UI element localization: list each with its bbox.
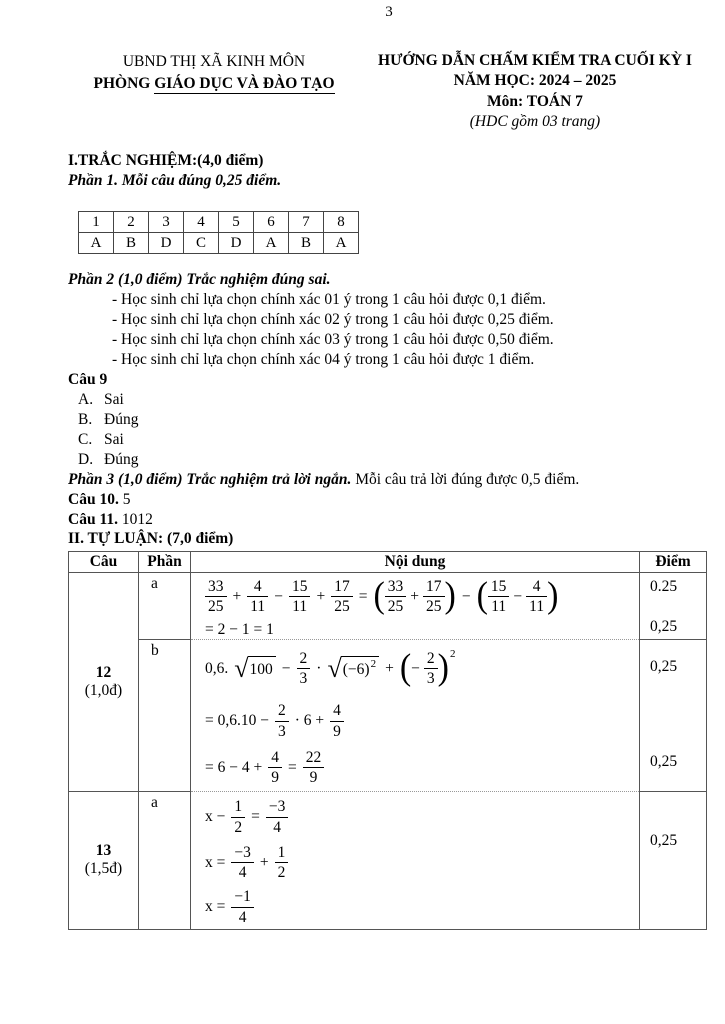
- option-row: [68, 410, 710, 430]
- score: 0,25: [650, 617, 678, 635]
- q13-cell: [69, 791, 139, 929]
- option-text: Sai: [104, 430, 124, 448]
- rule-line: - Học sinh chỉ lựa chọn chính xác 02 ý trong 1 câu hỏi được 0,25 điểm.: [112, 310, 554, 328]
- math-line: = 2 − 1 = 1: [205, 620, 274, 638]
- solutions-table: [68, 551, 707, 930]
- answer-number-cell: 5: [218, 211, 254, 233]
- header-issuer: [68, 51, 360, 133]
- math-line: x = $\frac{-3}{4}$ + $\frac{1}{2}$: [205, 840, 639, 886]
- table-row-q13a: [69, 791, 707, 929]
- score: 0,25: [650, 657, 678, 675]
- question11-line: [68, 510, 710, 530]
- section2-title: II. TỰ LUẬN: (7,0 điểm): [68, 529, 234, 547]
- q13a-part-label: a: [139, 791, 191, 929]
- q12a-solution: [191, 572, 640, 639]
- math-line: x = $\frac{-1}{4}$: [205, 886, 639, 929]
- q12-cell: [69, 572, 139, 791]
- answer-letter-cell: A: [78, 232, 114, 254]
- answer-number-cell: 8: [323, 211, 359, 233]
- q12b-part-label: b: [139, 639, 191, 791]
- answer-number-cell: 7: [288, 211, 324, 233]
- answer-number-cell: 6: [253, 211, 289, 233]
- option-text: Sai: [104, 390, 124, 408]
- radical-icon: √: [327, 653, 342, 683]
- option-row: [68, 390, 710, 410]
- rule-line: - Học sinh chỉ lựa chọn chính xác 01 ý trong 1 câu hỏi được 0,1 điểm.: [112, 290, 546, 308]
- answer-number-cell: 2: [113, 211, 149, 233]
- table-row-q12b: [69, 639, 707, 791]
- option-letter: B.: [78, 410, 93, 428]
- part1-heading: Phần 1. Mỗi câu đúng 0,25 điểm.: [68, 171, 282, 189]
- page-number: 3: [385, 4, 393, 20]
- section1-title: I.TRẮC NGHIỆM:(4,0 điểm): [68, 151, 264, 169]
- q13a-scores: [640, 791, 707, 929]
- option-letter: C.: [78, 430, 93, 448]
- q12a-scores: [640, 572, 707, 639]
- q12-number: 12: [95, 663, 112, 681]
- question9-label: Câu 9: [68, 370, 108, 388]
- math-line: 0,6. √ 100 − $\frac{2}{3}$ · √ (−6) 2 + ( − $\frac{2}{3}$ ) 2: [205, 647, 456, 688]
- answer-letter-cell: B: [113, 232, 149, 254]
- answer-letter-cell: A: [323, 232, 359, 254]
- issuer-underlined: GIÁO DỤC VÀ ĐÀO TẠO: [154, 75, 335, 93]
- option-letter: D.: [78, 450, 94, 468]
- score: 0,25: [650, 752, 678, 770]
- subject: Môn: TOÁN 7: [487, 92, 583, 110]
- answer-letter-cell: A: [253, 232, 289, 254]
- option-row: [68, 430, 710, 450]
- answer-number-cell: 3: [148, 211, 184, 233]
- radical-icon: √: [234, 653, 249, 683]
- part2-rules: [68, 290, 710, 370]
- issuer-line2: [68, 73, 360, 95]
- score: 0,25: [650, 831, 678, 849]
- document-title: HƯỚNG DẪN CHẤM KIỂM TRA CUỐI KỲ I: [378, 52, 692, 69]
- q12b-solution: [191, 639, 640, 791]
- option-row: [68, 450, 710, 470]
- school-year: NĂM HỌC: 2024 – 2025: [453, 72, 617, 90]
- answer-key-table: [78, 211, 710, 254]
- issuer-prefix: PHÒNG: [93, 75, 155, 93]
- math-line: x − $\frac{1}{2}$ = $\frac{-3}{4}$: [205, 795, 639, 840]
- q13-number: 13: [95, 842, 112, 860]
- answer-letter-cell: D: [218, 232, 254, 254]
- q12b-scores: [640, 639, 707, 791]
- col-header-phan: Phần: [139, 551, 191, 572]
- math-line: = 6 − 4 + $\frac{4}{9}$ = $\frac{22}{9}$: [205, 745, 639, 791]
- question11-label: Câu 11.: [68, 510, 118, 528]
- math-line: = 0,6.10 − $\frac{2}{3}$ · 6 + $\frac{4}{9}$: [205, 698, 639, 745]
- part3-heading-bold: Phần 3 (1,0 điểm) Trắc nghiệm trả lời ngắn.: [68, 470, 352, 488]
- page-count-note: (HDC gồm 03 trang): [469, 113, 601, 131]
- option-letter: A.: [78, 390, 94, 408]
- rule-line: - Học sinh chỉ lựa chọn chính xác 03 ý trong 1 câu hỏi được 0,50 điểm.: [112, 330, 554, 348]
- rule-line: - Học sinh chỉ lựa chọn chính xác 04 ý trong 1 câu hỏi được 1 điểm.: [112, 350, 535, 368]
- answer-letter-row: [78, 233, 710, 254]
- option-text: Đúng: [104, 410, 139, 428]
- score: 0.25: [650, 577, 678, 595]
- answer-number-cell: 4: [183, 211, 219, 233]
- q13a-solution: [191, 791, 640, 929]
- q12a-part-label: a: [139, 572, 191, 639]
- part2-heading: Phần 2 (1,0 điểm) Trắc nghiệm đúng sai.: [68, 270, 331, 288]
- question11-answer: 1012: [117, 510, 153, 528]
- issuer-line1: UBND THỊ XÃ KINH MÔN: [122, 53, 306, 70]
- header-title-block: [360, 51, 710, 133]
- question10-label: Câu 10.: [68, 490, 119, 508]
- col-header-diem: Điểm: [640, 551, 707, 572]
- q13-points: (1,5đ): [84, 860, 123, 878]
- document-header: [68, 51, 710, 133]
- question10-line: [68, 490, 710, 510]
- solutions-table-header-row: [69, 551, 707, 572]
- answer-letter-cell: D: [148, 232, 184, 254]
- answer-number-cell: 1: [78, 211, 114, 233]
- option-text: Đúng: [104, 450, 139, 468]
- part3-heading: [68, 470, 710, 490]
- answer-letter-cell: B: [288, 232, 324, 254]
- question10-answer: 5: [118, 490, 131, 508]
- col-header-cau: Câu: [69, 551, 139, 572]
- answer-number-row: [78, 211, 710, 233]
- q12-points: (1,0đ): [84, 681, 123, 699]
- table-row-q12a: [69, 572, 707, 639]
- col-header-noidung: Nội dung: [191, 551, 640, 572]
- answer-letter-cell: C: [183, 232, 219, 254]
- question9-options: [68, 390, 710, 470]
- part3-heading-rest: Mỗi câu trả lời đúng được 0,5 điểm.: [351, 470, 580, 488]
- math-line: $\frac{33}{25}$ + $\frac{4}{11}$ − $\frac{15}{11}$ + $\frac{17}{25}$ = ( $\frac{33}{25}$ + $\frac{17}{25}$ ) − ( $\frac{15}{11}$ − $\frac{4}{11}$ ): [205, 573, 639, 621]
